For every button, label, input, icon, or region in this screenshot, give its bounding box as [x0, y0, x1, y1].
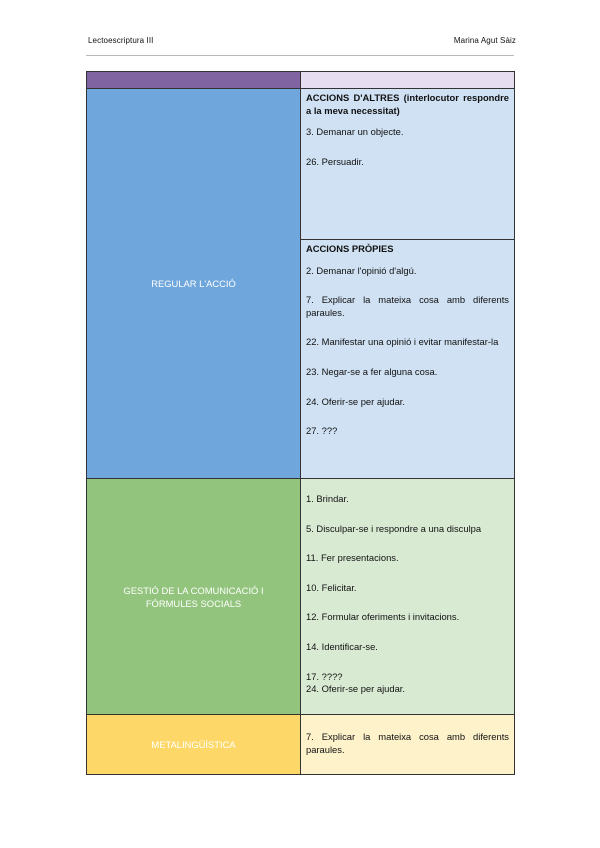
table-row-metalinguistica [87, 715, 515, 775]
items-cell-gestio [301, 479, 515, 715]
table-header-row [87, 72, 515, 89]
category-cell [87, 89, 301, 479]
list-item: 26. Persuadir. [306, 155, 364, 167]
list-item: 14. Identificar-se. [306, 640, 378, 652]
table-header-cell-left [87, 72, 301, 89]
list-item: 1. Brindar. [306, 493, 349, 504]
list-item: 10. Felicitar. [306, 581, 357, 593]
header-author: Marina Agut Sàiz [453, 36, 516, 45]
items-cell-metalinguistica [301, 715, 515, 775]
table-row-regular-accio [87, 89, 515, 479]
subsection-heading: ACCIONS D'ALTRES (interlocutor respondre a la meva necessitat) [306, 92, 509, 116]
header-divider [86, 55, 514, 56]
category-label: GESTIÓ DE LA COMUNICACIÓ I FÓRMULES SOCIALS [123, 584, 264, 609]
list-item: 11. Fer presentacions. [306, 552, 399, 564]
list-item: 12. Formular oferiments i invitacions. [306, 611, 460, 623]
category-label: METALINGÜÍSTICA [151, 739, 236, 750]
list-item: 27. ??? [306, 425, 338, 437]
list-item: 5. Disculpar-se i respondre a una disculpa [306, 522, 482, 534]
subsection-cell-altres [301, 89, 515, 240]
category-cell [87, 479, 301, 715]
list-item: 7. Explicar la mateixa cosa amb diferents paraules. [306, 731, 509, 755]
list-item: 3. Demanar un objecte. [306, 126, 404, 138]
list-item: 23. Negar-se a fer alguna cosa. [306, 365, 438, 377]
list-item: 24. Oferir-se per ajudar. [306, 683, 406, 695]
list-item: 24. Oferir-se per ajudar. [306, 395, 406, 407]
header-course: Lectoescriptura III [88, 36, 154, 45]
subsection-heading: ACCIONS PRÒPIES [306, 243, 394, 254]
category-label: REGULAR L'ACCIÓ [151, 278, 236, 289]
subsection-stack [301, 89, 515, 479]
list-item: 2. Demanar l'opinió d'algú. [306, 264, 417, 276]
list-item: 17. ???? [306, 670, 343, 682]
list-item: 22. Manifestar una opinió i evitar manifestar-la [306, 336, 499, 348]
functions-table [86, 71, 515, 775]
table-row-gestio [87, 479, 515, 715]
subsection-cell-propies [301, 240, 515, 479]
table-header-cell-right [301, 72, 515, 89]
list-item: 7. Explicar la mateixa cosa amb diferents paraules. [306, 294, 509, 318]
category-cell [87, 715, 301, 775]
